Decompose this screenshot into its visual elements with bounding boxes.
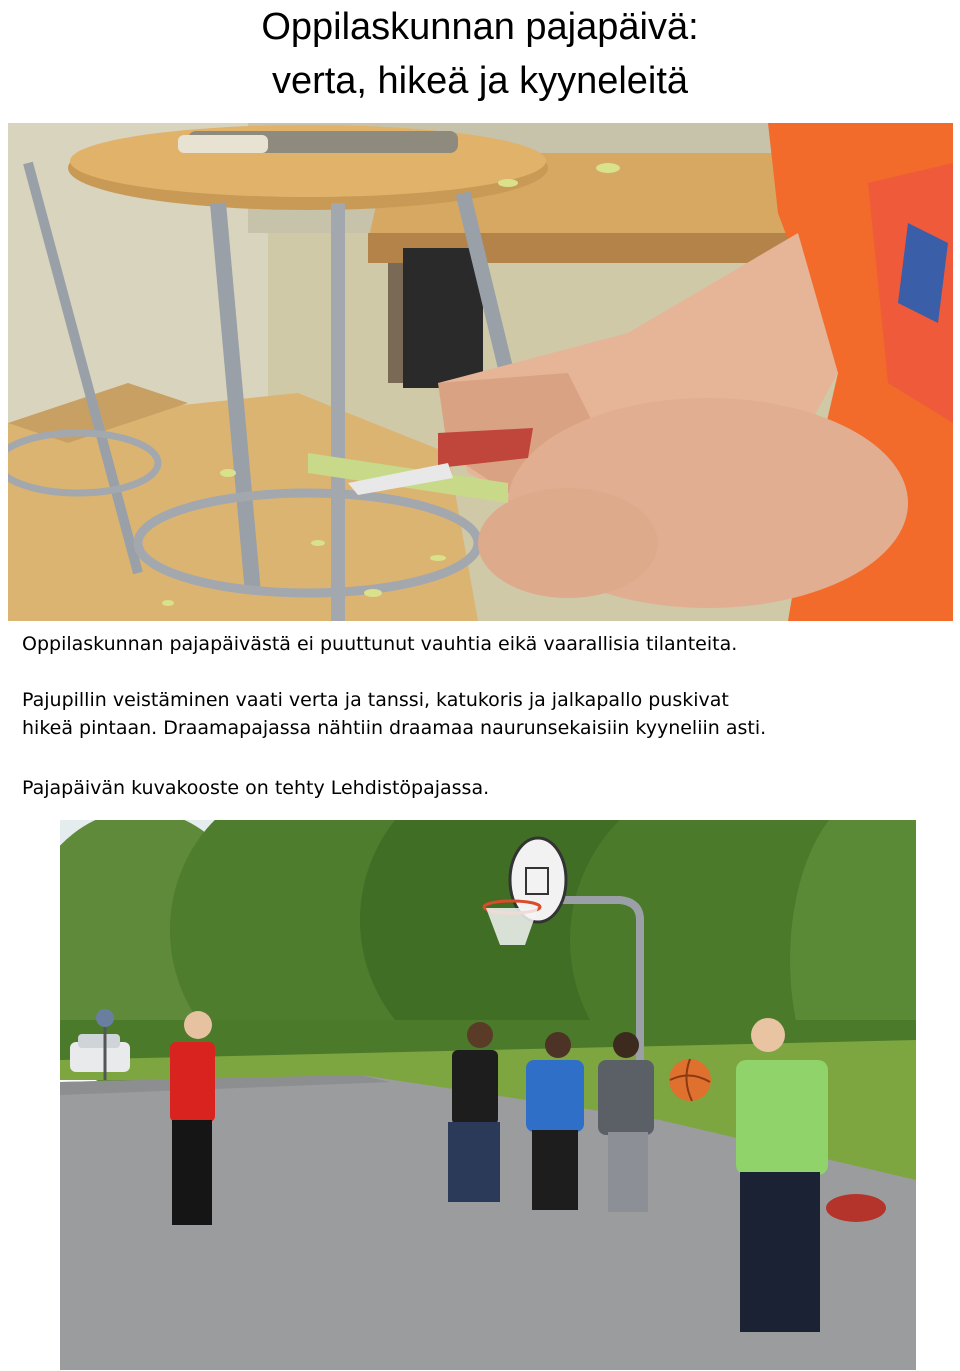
credit-paragraph: Pajapäivän kuvakooste on tehty Lehdistöpajassa. bbox=[22, 777, 490, 799]
body-line-1: Pajupillin veistäminen vaati verta ja tanssi, katukoris ja jalkapallo puskivat bbox=[22, 689, 729, 711]
intro-paragraph: Oppilaskunnan pajapäivästä ei puuttunut vauhtia eikä vaarallisia tilanteita. bbox=[22, 633, 738, 655]
carving-photo bbox=[8, 123, 953, 621]
title-line-1: Oppilaskunnan pajapäivä: bbox=[261, 6, 699, 48]
page-title bbox=[0, 0, 960, 108]
body-line-2: hikeä pintaan. Draamapajassa nähtiin draamaa naurunsekaisiin kyyneliin asti. bbox=[22, 717, 767, 739]
body-paragraph bbox=[22, 686, 942, 742]
title-line-2: verta, hikeä ja kyyneleitä bbox=[271, 60, 689, 102]
basketball-photo bbox=[60, 820, 916, 1370]
